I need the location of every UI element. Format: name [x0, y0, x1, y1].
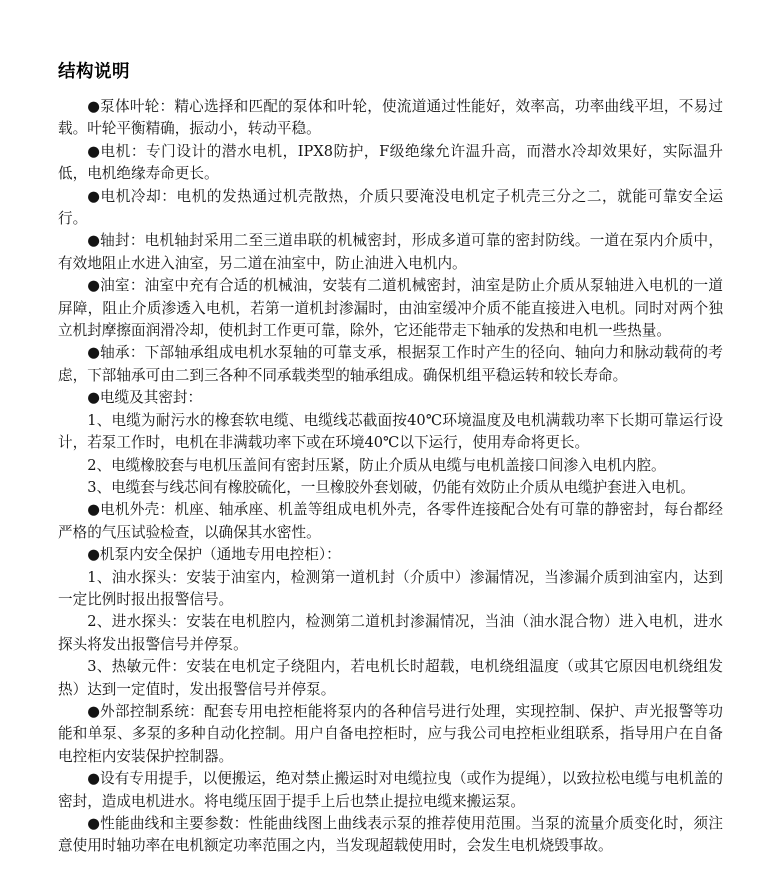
paragraph-bullet-heading: ●机泵内安全保护（通地专用电控柜）： [87, 546, 341, 564]
paragraph-bullet: ●轴封：电机轴封采用二至三道串联的机械密封，形成多道可靠的密封防线。一道在泵内介质中，有效地阻止水进入油室，另二道在油室中，防止油进入电机内。 [58, 232, 723, 272]
paragraph-bullet: ●外部控制系统：配套专用电控柜能将泵内的各种信号进行处理，实现控制、保护、声光报警等功能和单泵、多泵的多种自动化控制。用户自备电控柜时，应与我公司电控柜业组联系，指导用户在自备电控柜内安装保护控制器。 [58, 702, 723, 765]
paragraph-bullet: ●电机：专门设计的潜水电机，IPX8防护，F级绝缘允许温升高，而潜水冷却效果好，实际温升低，电机绝缘寿命更长。 [58, 142, 723, 183]
paragraph-numbered: 1、电缆为耐污水的橡套软电缆、电缆线芯截面按40℃环境温度及电机满载功率下长期可靠运行设计，若泵工作时，电机在非满载功率下或在环境40℃以下运行，使用寿命将更长。 [58, 411, 723, 452]
paragraph-numbered: 3、热敏元件：安装在电机定子绕阻内，若电机长时超载，电机绕组温度（或其它原因电机绕组发热）达到一定值时，发出报警信号并停泵。 [58, 658, 723, 698]
paragraph-bullet: ●性能曲线和主要参数：性能曲线图上曲线表示泵的推荐使用范围。当泵的流量介质变化时，须注意使用时轴功率在电机额定功率范围之内，当发现超载使用时，会发生电机烧毁事故。 [58, 815, 723, 855]
paragraph-bullet: ●电机外壳：机座、轴承座、机盖等组成电机外壳，各零件连接配合处有可靠的静密封，每台都经严格的气压试验检查，以确保其水密性。 [58, 501, 723, 541]
paragraph-numbered: 2、进水探头：安装在电机腔内，检测第二道机封渗漏情况，当油（油水混合物）进入电机，进水探头将发出报警信号并停泵。 [58, 613, 723, 653]
paragraph-bullet: ●设有专用提手，以便搬运，绝对禁止搬运时对电缆拉曳（或作为提绳），以致拉松电缆与电机盖的密封，造成电机进水。将电缆压固于提手上后也禁止提拉电缆来搬运泵。 [58, 770, 723, 810]
paragraph-bullet-heading: ●电缆及其密封： [87, 389, 203, 407]
paragraph-numbered: 1、油水探头：安装于油室内，检测第一道机封（介质中）渗漏情况，当渗漏介质到油室内，达到一定比例时报出报警信号。 [58, 568, 723, 608]
paragraph-bullet: ●电机冷却：电机的发热通过机壳散热，介质只要淹没电机定子机壳三分之二，就能可靠安全运行。 [58, 187, 723, 228]
paragraph-numbered: 3、电缆套与线芯间有橡胶硫化，一旦橡胶外套划破，仍能有效防止介质从电缆护套进入电机。 [87, 478, 695, 496]
page-title: 结构说明 [58, 62, 130, 82]
paragraph-numbered: 2、电缆橡胶套与电机压盖间有密封压紧，防止介质从电缆与电机盖接口间渗入电机内腔。 [87, 456, 666, 474]
paragraph-bullet: ●泵体叶轮：精心选择和匹配的泵体和叶轮，使流道通过性能好，效率高，功率曲线平坦，不易过载。叶轮平衡精确，振动小，转动平稳。 [58, 98, 723, 138]
paragraph-bullet: ●油室：油室中充有合适的机械油，安装有二道机械密封，油室是防止介质从泵轴进入电机的一道屏障，阻止介质渗透入电机，若第一道机封渗漏时，由油室缓冲介质不能直接进入电机。同时对两个独立机封摩擦面润滑冷却，使机封工作更可靠，除外，它还能带走下轴承的发热和电机一些热量。 [58, 277, 723, 340]
paragraph-bullet: ●轴承：下部轴承组成电机水泵轴的可靠支承，根据泵工作时产生的径向、轴向力和脉动载荷的考虑，下部轴承可由二到三各种不同承载类型的轴承组成。确保机组平稳运转和较长寿命。 [58, 344, 723, 384]
document-body [58, 96, 723, 858]
